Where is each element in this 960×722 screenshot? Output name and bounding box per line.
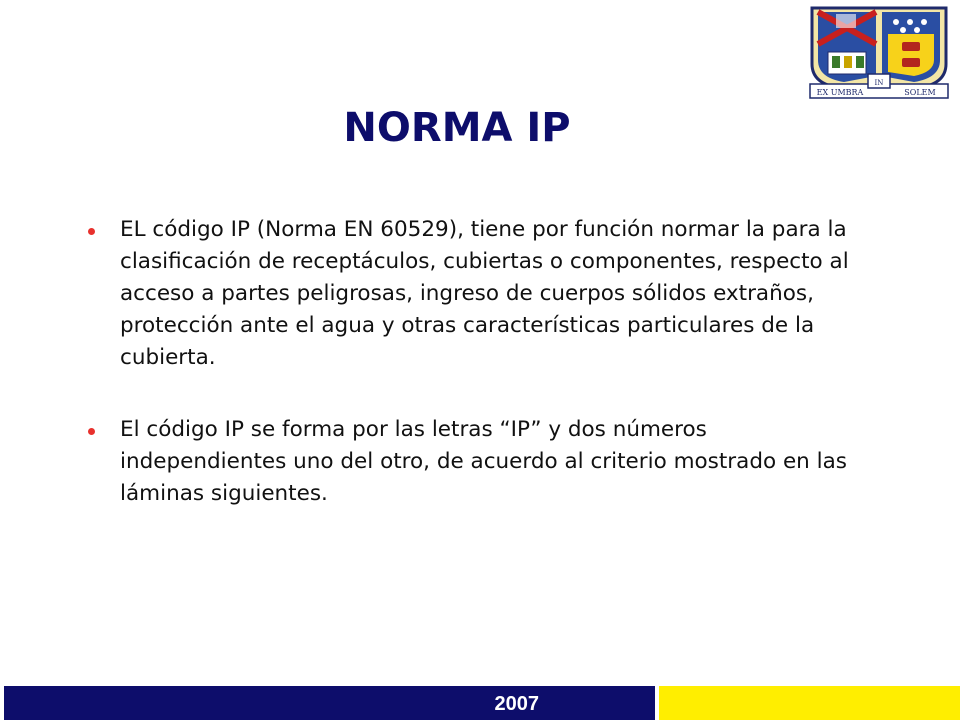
bullet-dot-icon: [88, 428, 95, 435]
bullet-dot-icon: [88, 228, 95, 235]
bullet-text: El código IP se forma por las letras “IP” y dos números independientes uno del otro, de acuerdo al criterio mostrado en las láminas siguientes.: [120, 417, 847, 506]
bullet-item: [84, 214, 874, 374]
slide-title: NORMA IP: [343, 105, 571, 151]
motto-mid: IN: [874, 79, 884, 87]
bullet-item: [84, 414, 874, 510]
bullet-list: [84, 214, 874, 550]
motto-right: SOLEM: [904, 88, 936, 97]
footer-bar-left: [4, 686, 655, 720]
footer-year: 2007: [494, 693, 539, 715]
motto-left: EX UMBRA: [816, 88, 864, 97]
bullet-text: EL código IP (Norma EN 60529), tiene por función normar la para la clasificación de receptáculos, cubiertas o componentes, respecto al acceso a partes peligrosas, ingreso de cuerpos sólidos extraños, protección ante el agua y otras características particulares de la cubierta.: [120, 217, 849, 370]
university-crest-icon: [806, 4, 952, 100]
footer-bar-right: [659, 686, 960, 720]
